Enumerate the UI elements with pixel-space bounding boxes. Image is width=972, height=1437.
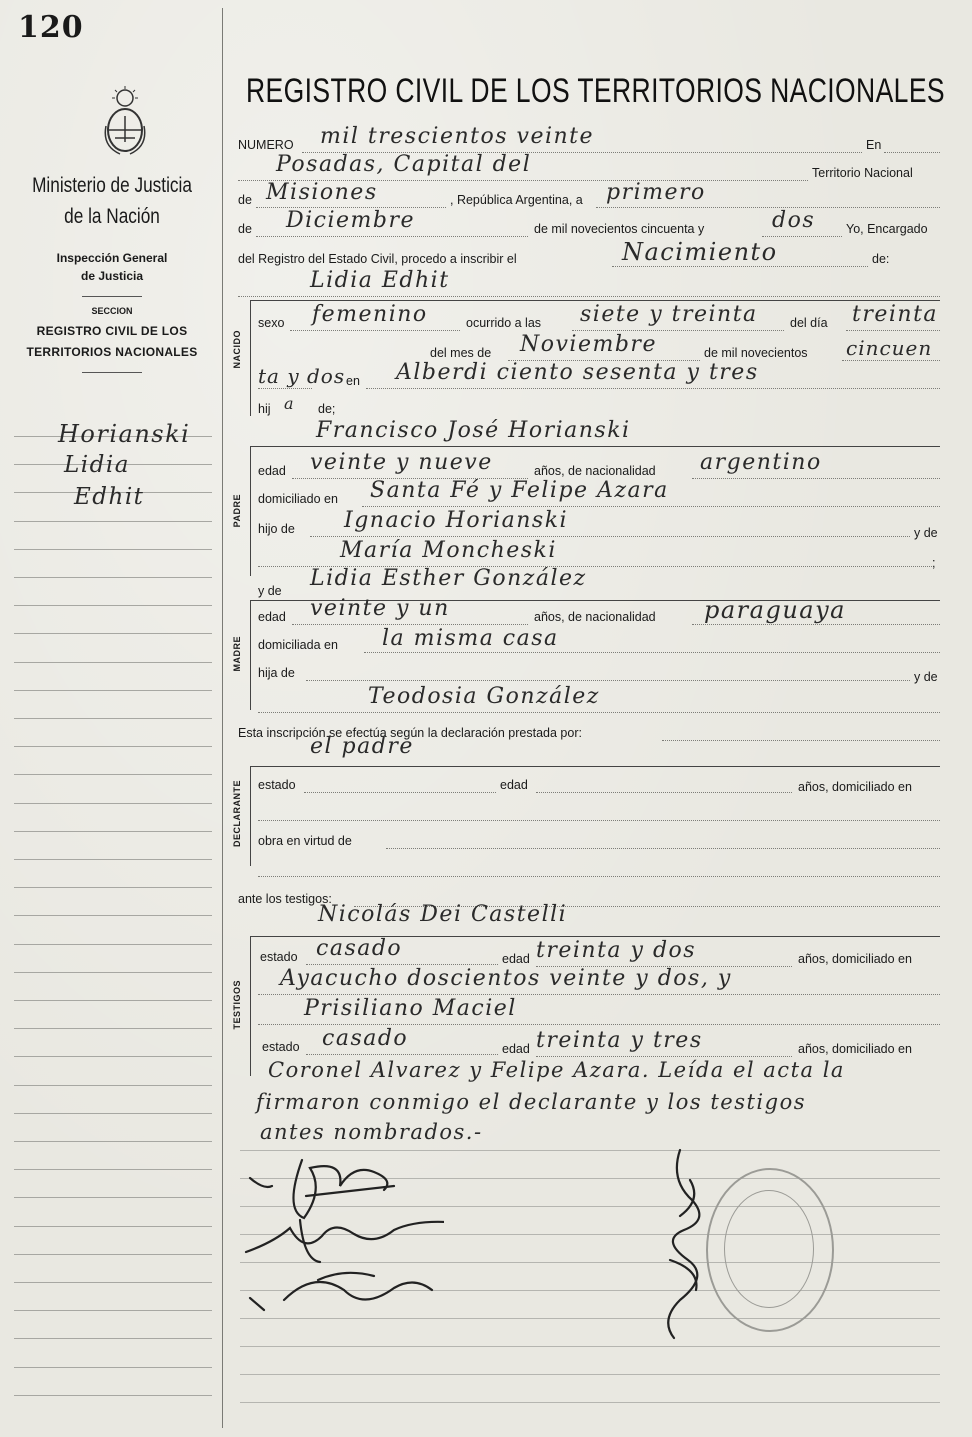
madre-dom-value: la misma casa bbox=[382, 626, 559, 651]
ruled-line bbox=[14, 1310, 212, 1311]
t1-anios-label: años, domiciliado en bbox=[798, 952, 912, 966]
declaracion-value: el padre bbox=[310, 734, 414, 759]
section-line-2: TERRITORIOS NACIONALES bbox=[26, 345, 198, 359]
ruled-line bbox=[14, 1056, 212, 1057]
page-number: 120 bbox=[18, 10, 84, 45]
padre-name-value: Francisco José Horianski bbox=[316, 418, 631, 443]
madre-edad-label: edad bbox=[258, 610, 286, 624]
ministry-line-1: Ministerio de Justicia bbox=[32, 174, 192, 197]
madre-section-label: MADRE bbox=[232, 636, 242, 672]
t2-estado-label: estado bbox=[262, 1040, 300, 1054]
ruled-line bbox=[14, 803, 212, 804]
declaracion-label: Esta inscripción se efectúa según la declaración prestada por: bbox=[238, 726, 582, 740]
ruled-line bbox=[14, 1254, 212, 1255]
ruled-line bbox=[14, 1169, 212, 1170]
place-value: Posadas, Capital del bbox=[276, 152, 532, 177]
ruled-line bbox=[14, 1141, 212, 1142]
padre-dom-value: Santa Fé y Felipe Azara bbox=[370, 478, 669, 503]
testigo-2-name: Prisiliano Maciel bbox=[304, 996, 517, 1021]
ruled-line bbox=[14, 549, 212, 550]
t2-anios-label: años, domiciliado en bbox=[798, 1042, 912, 1056]
ruled-line bbox=[14, 577, 212, 578]
t2-edad-value: treinta y tres bbox=[536, 1028, 703, 1053]
year-value: dos bbox=[772, 208, 816, 233]
declarante-section-label: DECLARANTE bbox=[232, 780, 242, 847]
testigos-section-label: TESTIGOS bbox=[232, 980, 242, 1030]
padre-semicolon: ; bbox=[932, 556, 936, 570]
ministry-line-2: de la Nación bbox=[64, 205, 160, 228]
de3-label: de: bbox=[872, 252, 890, 266]
padre-edad-label: edad bbox=[258, 464, 286, 478]
margin-note-name-2: Edhit bbox=[74, 484, 145, 510]
t1-estado-value: casado bbox=[316, 936, 403, 961]
ruled-line bbox=[14, 831, 212, 832]
madre-edad-value: veinte y un bbox=[310, 596, 450, 621]
inspection-line-1: Inspección General bbox=[56, 251, 168, 265]
anio-label: de mil novecientos bbox=[704, 346, 808, 360]
declarante-obra-label: obra en virtud de bbox=[258, 834, 352, 848]
mes-value: Noviembre bbox=[520, 332, 657, 357]
ruled-line bbox=[14, 944, 212, 945]
section-label: SECCION bbox=[91, 306, 133, 316]
ruled-line bbox=[14, 1282, 212, 1283]
sexo-value: femenino bbox=[312, 302, 428, 327]
padre-nac-value: argentino bbox=[700, 450, 822, 475]
madre-yde2-label: y de bbox=[914, 670, 938, 684]
ruled-line bbox=[14, 1226, 212, 1227]
declarante-anios-label: años, domiciliado en bbox=[798, 780, 912, 794]
ocurrido-label: ocurrido a las bbox=[466, 316, 542, 330]
ruled-line bbox=[14, 690, 212, 691]
de-label: de bbox=[238, 193, 252, 207]
month-value: Diciembre bbox=[286, 208, 416, 233]
ruled-line bbox=[14, 1197, 212, 1198]
ante-testigos-label: ante los testigos: bbox=[238, 892, 332, 906]
signatures-left bbox=[244, 1150, 444, 1320]
lugar-value: Alberdi ciento sesenta y tres bbox=[396, 360, 759, 385]
year-label: de mil novecientos cincuenta y bbox=[534, 222, 705, 236]
madre-hija-label: hija de bbox=[258, 666, 295, 680]
madre-nac-value: paraguaya bbox=[704, 596, 846, 624]
ruled-line bbox=[14, 887, 212, 888]
republica-label: , República Argentina, a bbox=[450, 193, 583, 207]
padre-madre-value: María Moncheski bbox=[340, 538, 557, 563]
madre-nac-label: años, de nacionalidad bbox=[534, 610, 656, 624]
registro-label: del Registro del Estado Civil, procedo a inscribir el bbox=[238, 252, 517, 266]
margin-note-surname: Horianski bbox=[58, 420, 191, 448]
numero-value: mil trescientos veinte bbox=[320, 124, 595, 149]
padre-nac-label: años, de nacionalidad bbox=[534, 464, 656, 478]
declarante-estado-label: estado bbox=[258, 778, 296, 792]
hij-label: hij bbox=[258, 402, 271, 416]
declarante-edad-label: edad bbox=[500, 778, 528, 792]
ruled-line bbox=[14, 774, 212, 775]
padre-hijo-value: Ignacio Horianski bbox=[344, 508, 569, 533]
closing-line-3: antes nombrados.- bbox=[260, 1120, 483, 1144]
ruled-line bbox=[14, 662, 212, 663]
en-label: En bbox=[866, 138, 882, 152]
inspection-line-2: de Justicia bbox=[80, 269, 144, 283]
padre-edad-value: veinte y nueve bbox=[310, 450, 493, 475]
madre-name-value: Lidia Esther González bbox=[310, 566, 587, 591]
padre-dom-label: domiciliado en bbox=[258, 492, 338, 506]
madre-parent-value: Teodosia González bbox=[368, 684, 600, 709]
dia-label: del día bbox=[790, 316, 828, 330]
territorio-label: Territorio Nacional bbox=[812, 166, 913, 180]
closing-line-1: Coronel Alvarez y Felipe Azara. Leída el acta la bbox=[268, 1058, 845, 1082]
numero-label: NUMERO bbox=[238, 138, 294, 152]
t1-edad-value: treinta y dos bbox=[536, 938, 697, 963]
day-value: primero bbox=[606, 180, 706, 205]
anio-value-1: cincuen bbox=[846, 336, 933, 360]
ruled-line bbox=[14, 972, 212, 973]
margin-note-name-1: Lidia bbox=[64, 452, 130, 478]
de2-label: de bbox=[238, 222, 252, 236]
ruled-line bbox=[14, 859, 212, 860]
ruled-line bbox=[14, 915, 212, 916]
ruled-line bbox=[240, 1374, 940, 1375]
document-title: REGISTRO CIVIL DE LOS TERRITORIOS NACIONALES bbox=[246, 72, 945, 110]
encargado-label: Yo, Encargado bbox=[846, 222, 928, 236]
madre-yde-label: y de bbox=[258, 584, 282, 598]
t1-estado-label: estado bbox=[260, 950, 298, 964]
testigo-1-name: Nicolás Dei Castelli bbox=[318, 902, 568, 927]
ruled-line bbox=[14, 1395, 212, 1396]
nacido-section-label: NACIDO bbox=[232, 330, 242, 369]
act-value: Nacimiento bbox=[622, 238, 778, 266]
ruled-line bbox=[14, 633, 212, 634]
t2-edad-label: edad bbox=[502, 1042, 530, 1056]
ruled-line bbox=[14, 1338, 212, 1339]
person-value: Lidia Edhit bbox=[310, 268, 450, 293]
ruled-line bbox=[14, 1113, 212, 1114]
anio-value-2: ta y dos bbox=[258, 364, 346, 388]
t1-edad-label: edad bbox=[502, 952, 530, 966]
hora-value: siete y treinta bbox=[580, 302, 758, 327]
mes-label: del mes de bbox=[430, 346, 492, 360]
closing-line-2: firmaron conmigo el declarante y los testigos bbox=[256, 1090, 806, 1114]
ruled-line bbox=[14, 1028, 212, 1029]
hij-de-label: de; bbox=[318, 402, 336, 416]
territory-value: Misiones bbox=[266, 180, 378, 205]
ruled-line bbox=[240, 1402, 940, 1403]
t1-dom-value: Ayacucho doscientos veinte y dos, y bbox=[280, 966, 732, 991]
ruled-line bbox=[14, 1085, 212, 1086]
sexo-label: sexo bbox=[258, 316, 285, 330]
ruled-line bbox=[240, 1346, 940, 1347]
lugar-en-label: en bbox=[346, 374, 360, 388]
padre-hijo-label: hijo de bbox=[258, 522, 295, 536]
coat-of-arms-emblem bbox=[100, 86, 150, 158]
ruled-line bbox=[14, 1367, 212, 1368]
dia-value: treinta bbox=[852, 302, 939, 327]
padre-yde-label: y de bbox=[914, 526, 938, 540]
ruled-line bbox=[14, 718, 212, 719]
t2-estado-value: casado bbox=[322, 1026, 409, 1051]
hij-suffix: a bbox=[284, 394, 295, 413]
section-line-1: REGISTRO CIVIL DE LOS bbox=[36, 324, 188, 338]
padre-section-label: PADRE bbox=[232, 494, 242, 528]
ruled-line bbox=[14, 605, 212, 606]
official-seal-inner bbox=[724, 1190, 814, 1308]
ruled-line bbox=[14, 521, 212, 522]
madre-dom-label: domiciliada en bbox=[258, 638, 338, 652]
ruled-line bbox=[14, 746, 212, 747]
ruled-line bbox=[14, 1000, 212, 1001]
